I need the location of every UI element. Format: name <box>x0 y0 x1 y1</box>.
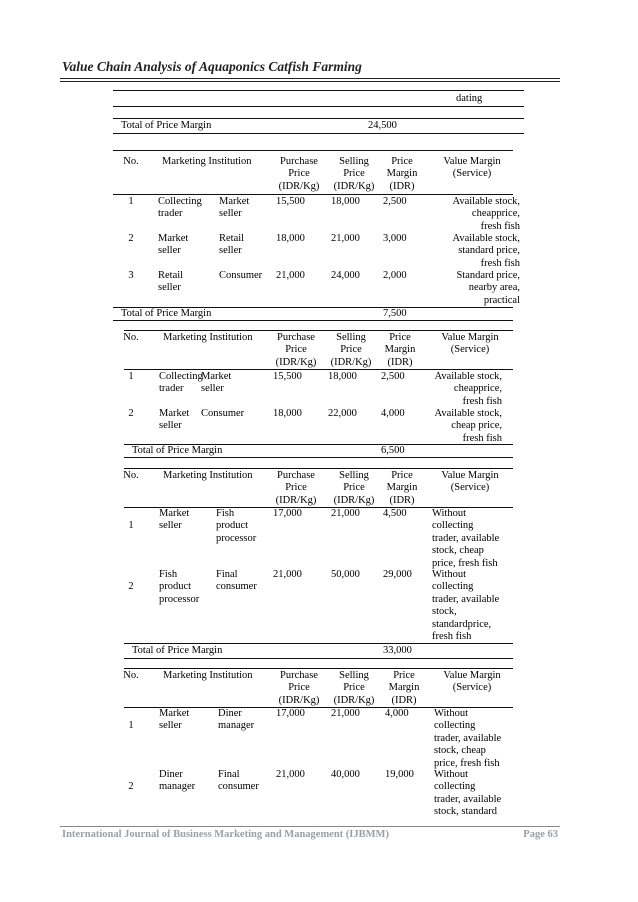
column-header-purchase: Price <box>288 168 310 180</box>
table-rule <box>124 643 513 644</box>
table-row-selling: 21,000 <box>331 708 360 719</box>
column-header-margin: (IDR) <box>387 356 413 368</box>
table-row-margin: 2,500 <box>381 371 405 382</box>
column-header-institution: Marketing Institution <box>163 470 253 481</box>
table-row-selling: 18,000 <box>328 371 357 382</box>
table-row-number: 1 <box>128 520 134 531</box>
table-row-to: Fish <box>216 508 235 519</box>
table-row-selling: 50,000 <box>331 569 360 580</box>
table-row-from: Market <box>159 508 190 519</box>
table-row-to: Market <box>201 371 232 382</box>
table-row-value-margin: Standard price, <box>456 270 520 281</box>
table-row-selling: 21,000 <box>331 233 360 244</box>
column-header-value-margin: Value Margin <box>443 670 501 681</box>
table-row-from: Market <box>159 708 190 719</box>
column-header-no: No. <box>123 670 139 681</box>
total-value: 24,500 <box>368 120 397 131</box>
column-header-purchase: Price <box>285 482 307 494</box>
column-header-value-margin: Value Margin <box>441 470 499 481</box>
column-header-margin: Margin <box>386 482 418 494</box>
table-row-number: 3 <box>128 270 134 281</box>
column-header-no: No. <box>123 470 139 481</box>
total-label: Total of Price Margin <box>121 120 212 131</box>
table-row-value-margin: Without <box>432 569 466 580</box>
table-rule <box>113 90 524 91</box>
table-row-to: consumer <box>218 781 259 793</box>
table-row-from: Retail <box>158 270 184 281</box>
column-header-value-margin: Value Margin <box>443 156 501 167</box>
table-row-value-margin: Available stock, <box>452 196 520 207</box>
table-row-to: seller <box>219 208 242 220</box>
table-row-from: seller <box>159 420 182 432</box>
column-header-margin: Price <box>389 332 411 343</box>
table-row-margin: 4,000 <box>381 408 405 419</box>
column-header-margin: Margin <box>386 168 418 180</box>
table-row-from: trader <box>158 208 183 220</box>
table-rule <box>124 468 513 469</box>
table-row-value-margin: price, fresh fish <box>432 557 498 569</box>
table-row-to: Consumer <box>201 408 245 419</box>
table-row-value-margin: standardprice, <box>432 618 492 630</box>
column-header-margin: Price <box>393 670 415 681</box>
table-row-value-margin: practical <box>483 294 520 306</box>
column-header-margin: (IDR) <box>389 494 415 506</box>
table-rule <box>113 133 524 134</box>
table-row-from: Market <box>158 233 189 244</box>
column-header-selling: Price <box>343 168 365 180</box>
table-row-number: 2 <box>128 408 134 419</box>
table-row-from: seller <box>159 720 182 732</box>
column-header-purchase: Purchase <box>280 156 318 167</box>
table-row-value-margin: fresh fish <box>480 257 520 269</box>
table-row-to: product <box>216 520 249 532</box>
table-row-value-margin: Without <box>432 508 466 519</box>
table-row-value-margin: stock, <box>432 606 457 618</box>
header-rule <box>60 78 560 79</box>
column-header-value-margin: (Service) <box>452 682 492 694</box>
column-header-purchase: (IDR/Kg) <box>278 180 320 192</box>
table-row-from: Market <box>159 408 190 419</box>
table-row-to: Retail <box>219 233 245 244</box>
table-row-purchase: 18,000 <box>273 408 302 419</box>
table-row-value-margin: trader, available <box>434 732 502 744</box>
table-row-to: Consumer <box>219 270 263 281</box>
table-row-value-margin: Without <box>434 708 468 719</box>
column-header-institution: Marketing Institution <box>162 156 252 167</box>
total-value: 7,500 <box>383 308 407 319</box>
table-row-purchase: 17,000 <box>273 508 302 519</box>
running-header: Value Chain Analysis of Aquaponics Catfish Farming <box>62 59 362 74</box>
table-rule <box>124 668 513 669</box>
table-row-from: Collecting <box>159 371 203 382</box>
continued-cell-text: dating <box>456 93 483 104</box>
column-header-selling: Selling <box>339 156 369 167</box>
table-rule <box>124 658 513 659</box>
table-row-value-margin: Available stock, <box>452 233 520 244</box>
table-rule <box>113 106 524 107</box>
table-row-to: consumer <box>216 581 257 593</box>
table-row-margin: 2,500 <box>383 196 407 207</box>
table-row-selling: 40,000 <box>331 769 360 780</box>
table-row-from: Fish <box>159 569 178 580</box>
table-row-purchase: 21,000 <box>273 569 302 580</box>
column-header-selling: Price <box>340 344 362 356</box>
column-header-no: No. <box>123 156 139 167</box>
table-row-from: trader <box>159 383 184 395</box>
table-row-value-margin: trader, available <box>432 593 500 605</box>
column-header-no: No. <box>123 332 139 343</box>
table-row-value-margin: stock, cheap <box>432 545 484 557</box>
table-row-value-margin: stock, cheap <box>434 745 486 757</box>
table-row-to: seller <box>219 245 242 257</box>
column-header-purchase: Purchase <box>280 670 318 681</box>
column-header-margin: (IDR) <box>389 180 415 192</box>
table-row-from: product <box>159 581 192 593</box>
column-header-purchase: (IDR/Kg) <box>278 694 320 706</box>
table-row-purchase: 21,000 <box>276 270 305 281</box>
table-row-from: seller <box>158 245 181 257</box>
table-row-number: 2 <box>128 233 134 244</box>
table-row-value-margin: cheapprice, <box>453 383 502 395</box>
table-row-value-margin: fresh fish <box>462 432 502 444</box>
column-header-value-margin: Value Margin <box>441 332 499 343</box>
table-row-to: Market <box>219 196 250 207</box>
table-row-value-margin: standard price, <box>458 245 520 257</box>
column-header-selling: Price <box>343 682 365 694</box>
table-row-value-margin: trader, available <box>434 793 502 805</box>
table-row-value-margin: collecting <box>432 581 474 593</box>
column-header-value-margin: (Service) <box>450 482 490 494</box>
table-row-to: Final <box>218 769 240 780</box>
column-header-margin: Margin <box>388 682 420 694</box>
column-header-selling: (IDR/Kg) <box>333 494 375 506</box>
column-header-purchase: Price <box>288 682 310 694</box>
header-rule <box>60 81 560 82</box>
column-header-selling: Selling <box>339 670 369 681</box>
table-row-from: Collecting <box>158 196 202 207</box>
column-header-selling: Selling <box>336 332 366 343</box>
table-row-value-margin: collecting <box>432 520 474 532</box>
table-row-value-margin: stock, standard <box>434 806 497 818</box>
table-row-from: Diner <box>159 769 183 780</box>
table-rule <box>113 150 513 151</box>
column-header-institution: Marketing Institution <box>163 332 253 343</box>
table-row-value-margin: Available stock, <box>434 408 502 419</box>
table-row-value-margin: collecting <box>434 781 476 793</box>
table-row-number: 1 <box>128 371 134 382</box>
table-row-value-margin: cheap price, <box>451 420 502 432</box>
table-rule <box>113 118 524 119</box>
table-row-margin: 3,000 <box>383 233 407 244</box>
table-row-selling: 21,000 <box>331 508 360 519</box>
total-label: Total of Price Margin <box>132 645 223 656</box>
column-header-selling: (IDR/Kg) <box>333 694 375 706</box>
table-rule <box>124 369 513 370</box>
table-row-value-margin: fresh fish <box>432 631 472 642</box>
table-row-from: seller <box>158 282 181 294</box>
column-header-purchase: (IDR/Kg) <box>275 494 317 506</box>
total-label: Total of Price Margin <box>132 445 223 456</box>
table-row-from: seller <box>159 520 182 532</box>
column-header-margin: Margin <box>384 344 416 356</box>
table-row-to: manager <box>218 720 255 732</box>
table-row-number: 1 <box>128 720 134 731</box>
table-row-number: 2 <box>128 781 134 792</box>
table-row-selling: 18,000 <box>331 196 360 207</box>
table-row-value-margin: nearby area, <box>468 282 520 294</box>
table-row-from: manager <box>159 781 196 793</box>
table-row-number: 2 <box>128 581 134 592</box>
column-header-purchase: (IDR/Kg) <box>275 356 317 368</box>
table-row-selling: 22,000 <box>328 408 357 419</box>
table-row-margin: 29,000 <box>383 569 412 580</box>
footer-journal-name: International Journal of Business Marketing and Management (IJBMM) <box>62 829 389 840</box>
table-rule <box>113 320 513 321</box>
table-rule <box>124 330 513 331</box>
table-rule <box>113 194 513 195</box>
table-row-value-margin: trader, available <box>432 532 500 544</box>
column-header-selling: (IDR/Kg) <box>333 180 375 192</box>
table-row-margin: 2,000 <box>383 270 407 281</box>
column-header-margin: Price <box>391 470 413 481</box>
column-header-selling: Selling <box>339 470 369 481</box>
column-header-purchase: Purchase <box>277 470 315 481</box>
column-header-value-margin: (Service) <box>450 344 490 356</box>
column-header-margin: Price <box>391 156 413 167</box>
total-value: 33,000 <box>383 645 412 656</box>
table-row-from: processor <box>159 593 200 605</box>
table-row-value-margin: cheapprice, <box>471 208 520 220</box>
table-row-value-margin: fresh fish <box>462 395 502 407</box>
table-row-value-margin: price, fresh fish <box>434 757 500 769</box>
table-row-to: seller <box>201 383 224 395</box>
table-row-margin: 19,000 <box>385 769 414 780</box>
table-row-purchase: 21,000 <box>276 769 305 780</box>
table-row-to: Diner <box>218 708 242 719</box>
table-row-purchase: 18,000 <box>276 233 305 244</box>
column-header-margin: (IDR) <box>391 694 417 706</box>
column-header-purchase: Purchase <box>277 332 315 343</box>
table-row-to: processor <box>216 532 257 544</box>
table-row-value-margin: Available stock, <box>434 371 502 382</box>
total-value: 6,500 <box>381 445 405 456</box>
column-header-selling: (IDR/Kg) <box>330 356 372 368</box>
table-row-purchase: 15,500 <box>276 196 305 207</box>
table-row-value-margin: fresh fish <box>480 220 520 232</box>
table-row-purchase: 15,500 <box>273 371 302 382</box>
table-row-selling: 24,000 <box>331 270 360 281</box>
table-row-value-margin: Without <box>434 769 468 780</box>
column-header-selling: Price <box>343 482 365 494</box>
table-row-margin: 4,000 <box>385 708 409 719</box>
total-label: Total of Price Margin <box>121 308 212 319</box>
table-row-purchase: 17,000 <box>276 708 305 719</box>
footer-page-number: Page 63 <box>523 829 558 840</box>
column-header-purchase: Price <box>285 344 307 356</box>
footer-rule <box>60 826 560 827</box>
table-rule <box>124 457 513 458</box>
table-row-margin: 4,500 <box>383 508 407 519</box>
column-header-value-margin: (Service) <box>452 168 492 180</box>
table-row-number: 1 <box>128 196 134 207</box>
column-header-institution: Marketing Institution <box>163 670 253 681</box>
table-row-to: Final <box>216 569 238 580</box>
table-row-value-margin: collecting <box>434 720 476 732</box>
